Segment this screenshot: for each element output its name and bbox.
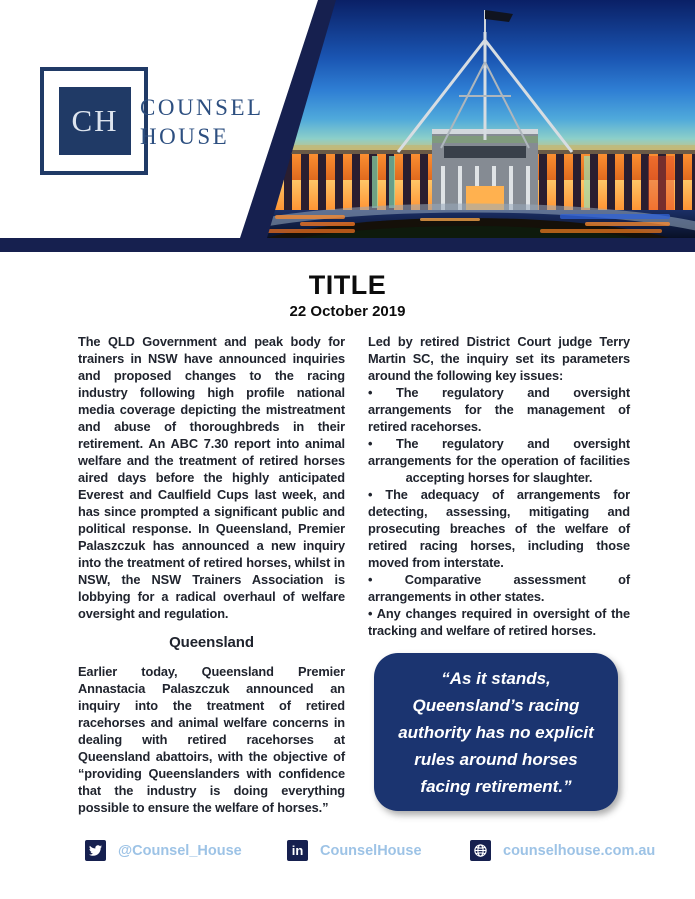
- section-heading-queensland: Queensland: [169, 634, 254, 651]
- article-body: [78, 333, 630, 816]
- left-column: [78, 333, 345, 816]
- bullet-item: • The regulatory and oversight arrangements for the operation of facilities accepting horses for slaughter.: [368, 436, 630, 485]
- document-date: 22 October 2019: [289, 303, 406, 320]
- document-title: TITLE: [308, 270, 387, 300]
- linkedin-icon[interactable]: in: [287, 840, 308, 861]
- linkedin-handle[interactable]: CounselHouse: [320, 842, 422, 859]
- counsel-house-logo: [40, 67, 380, 187]
- twitter-link[interactable]: [85, 840, 242, 861]
- bullet-item: • Comparative assessment of arrangements in other states.: [368, 572, 630, 604]
- paragraph-queensland: Earlier today, Queensland Premier Annastacia Palaszczuk announced an inquiry into the treatment of retired racehorses and animal welfare concerns in dealing with retired racehorses at Queensland abattoirs, with the objective of “providing Queenslanders with confidence that the industry is doing everything possible to ensure the welfare of horses.”: [78, 664, 345, 815]
- globe-icon[interactable]: [470, 840, 491, 861]
- social-footer: [0, 840, 695, 866]
- website-url[interactable]: counselhouse.com.au: [503, 842, 656, 859]
- logo-wordmark-line1: COUNSEL: [140, 95, 264, 120]
- logo-wordmark-line2: HOUSE: [140, 124, 230, 149]
- paragraph-inquiry-intro: Led by retired District Court judge Terry Martin SC, the inquiry set its parameters around the following key issues:: [368, 334, 630, 383]
- bullet-item: • Any changes required in oversight of the tracking and welfare of retired horses.: [368, 606, 630, 638]
- logo-monogram: CH: [59, 87, 131, 155]
- linkedin-link[interactable]: [287, 840, 422, 861]
- twitter-handle[interactable]: @Counsel_House: [118, 842, 242, 859]
- bullet-item: • The regulatory and oversight arrangements for the management of retired racehorses.: [368, 385, 630, 434]
- paragraph-intro: The QLD Government and peak body for trainers in NSW have announced inquiries and proposed changes to the racing industry following high profile national media coverage depicting the mistreatment and abuse of thoroughbreds in their retirement. An ABC 7.30 report into animal welfare and the treatment of retired horses aired days before the highly anticipated Everest and Caulfield Cups last week, and has since prompted a significant public and political response. In Queensland, Premier Palaszczuk has announced a new inquiry into the treatment of retired horses, whilst in NSW, the NSW Trainers Association is lobbying for a radical overhaul of welfare oversight and regulation.: [78, 334, 345, 621]
- masthead: [0, 0, 695, 252]
- pull-quote-text: “As it stands, Queensland’s racing authority has no explicit rules around horses facing retirement.”: [398, 668, 594, 796]
- bullet-item: • The adequacy of arrangements for detecting, assessing, mitigating and prosecuting breaches of the welfare of retired racing horses, including those moved from interstate.: [368, 487, 630, 570]
- twitter-icon[interactable]: [85, 840, 106, 861]
- right-column: [368, 333, 630, 816]
- website-link[interactable]: [470, 840, 655, 861]
- masthead-divider-bar: [0, 238, 695, 252]
- pull-quote-box: [374, 653, 618, 811]
- logo-wordmark: [140, 93, 264, 151]
